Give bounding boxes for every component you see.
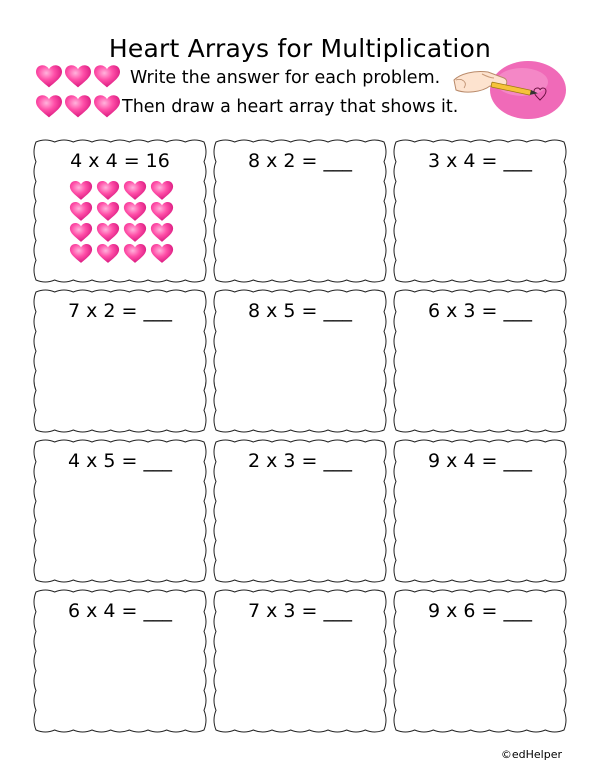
problem-text: 8 x 2 = ___ (248, 150, 352, 172)
problem-cell (210, 586, 390, 736)
heart-icon (97, 244, 119, 263)
problem-cell (210, 286, 390, 436)
problem-text: 4 x 4 = 16 (70, 150, 170, 172)
problem-cell (30, 136, 210, 286)
problem-cell (30, 286, 210, 436)
heart-icon (124, 244, 146, 263)
heart-icon (70, 181, 92, 200)
problem-cell (390, 136, 570, 286)
problem-text: 9 x 6 = ___ (428, 600, 532, 622)
heart-icon (151, 181, 173, 200)
problem-text: 6 x 4 = ___ (68, 600, 172, 622)
problem-text: 7 x 3 = ___ (248, 600, 352, 622)
heart-icon (124, 181, 146, 200)
heart-icon (70, 202, 92, 221)
copyright-credit: ©edHelper (500, 748, 562, 761)
problem-cell (210, 436, 390, 586)
problem-cell (210, 136, 390, 286)
instruction-line-1: Write the answer for each problem. (130, 68, 441, 88)
problem-cell (30, 586, 210, 736)
heart-icon (151, 202, 173, 221)
heart-icon (70, 223, 92, 242)
problem-text: 4 x 5 = ___ (68, 450, 172, 472)
heart-icon (97, 223, 119, 242)
heart-icon (97, 181, 119, 200)
heart-icon (124, 202, 146, 221)
problem-text: 3 x 4 = ___ (428, 150, 532, 172)
instruction-line-2: Then draw a heart array that shows it. (122, 97, 459, 117)
problem-text: 7 x 2 = ___ (68, 300, 172, 322)
heart-icon (124, 223, 146, 242)
problem-cell (390, 436, 570, 586)
problem-text: 9 x 4 = ___ (428, 450, 532, 472)
heart-array (68, 180, 178, 264)
heart-cluster-icon (34, 64, 124, 122)
heart-icon (151, 244, 173, 263)
worksheet-title: Heart Arrays for Multiplication (108, 34, 492, 63)
problem-cell (390, 286, 570, 436)
problem-text: 6 x 3 = ___ (428, 300, 532, 322)
hand-drawing-heart-icon (452, 58, 567, 120)
heart-icon (97, 202, 119, 221)
problem-text: 8 x 5 = ___ (248, 300, 352, 322)
problem-cell (390, 586, 570, 736)
heart-icon (151, 223, 173, 242)
problem-cell (30, 436, 210, 586)
problem-text: 2 x 3 = ___ (248, 450, 352, 472)
heart-icon (70, 244, 92, 263)
problem-grid (30, 136, 570, 736)
